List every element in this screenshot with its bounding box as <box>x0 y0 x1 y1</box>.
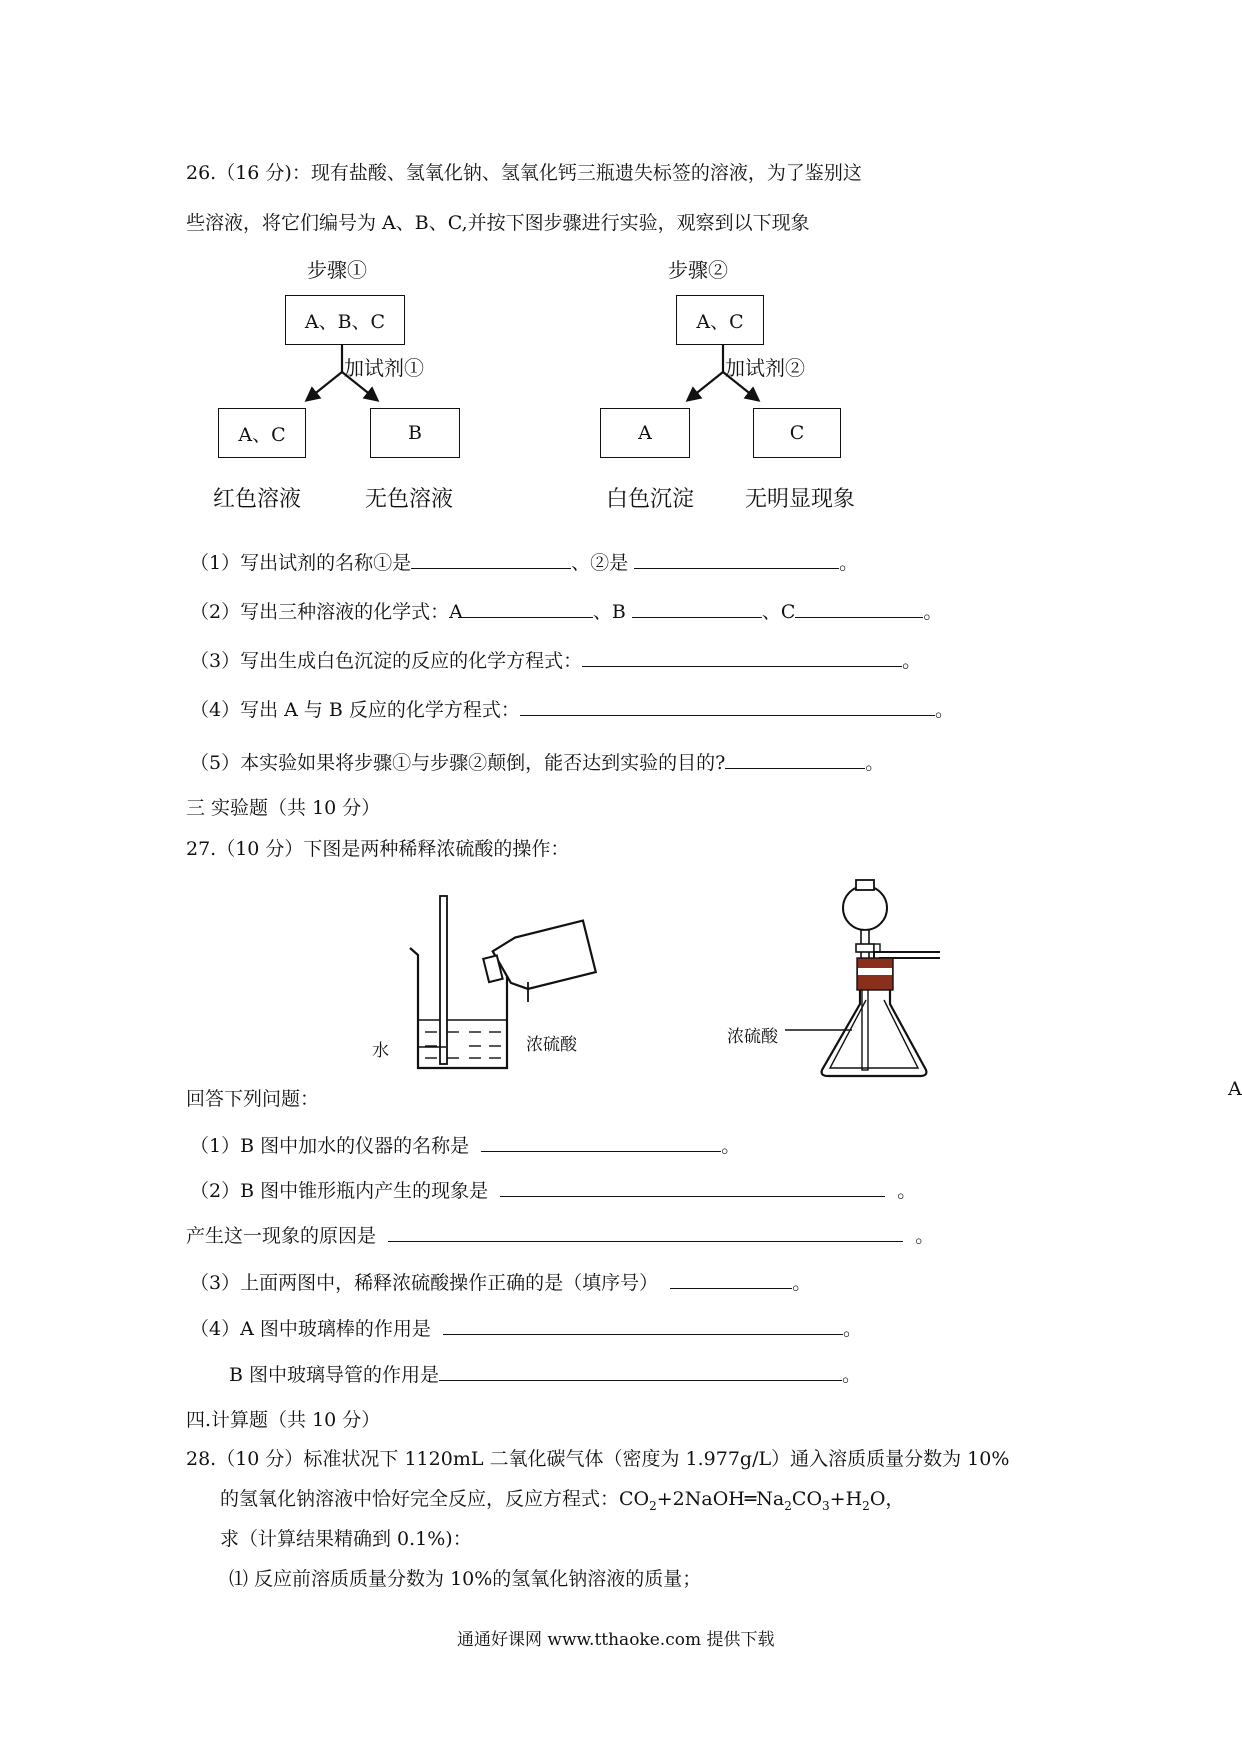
figure-b-acid-label: 浓硫酸 <box>727 1027 778 1047</box>
q27-sub4a: （4）A 图中玻璃棒的作用是 。 <box>190 1318 862 1340</box>
answer-blank-27-3[interactable] <box>670 1270 792 1289</box>
q26-sub4: （4）写出 A 与 B 反应的化学方程式： 。 <box>190 699 954 721</box>
step1-right-result: 无色溶液 <box>365 487 454 512</box>
q28-line3: 求（计算结果精确到 0.1%)： <box>220 1528 472 1550</box>
q26-line1: 26.（16 分)：现有盐酸、氢氧化钠、氢氧化钙三瓶遗失标签的溶液，为了鉴别这 <box>186 162 862 184</box>
q28-line2: 的氢氧化钠溶液中恰好完全反应，反应方程式：$CO_2+2NaOH═Na_2CO_3+H_2O$， <box>220 1488 905 1513</box>
answer-blank-27-4a[interactable] <box>443 1316 843 1335</box>
q26-sub1: （1）写出试剂的名称①是 、②是 。 <box>190 552 859 574</box>
edge-letter: A <box>1228 1078 1242 1100</box>
answer-blank-27-2[interactable] <box>500 1178 885 1197</box>
q27-sub2-reason: 产生这一现象的原因是 。 <box>186 1225 935 1247</box>
q28-sub1: ⑴ 反应前溶质质量分数为 10%的氢氧化钠溶液的质量； <box>229 1568 702 1590</box>
q27-sub4b: B 图中玻璃导管的作用是 。 <box>229 1364 862 1386</box>
section3-heading: 三 实验题（共 10 分） <box>186 797 381 819</box>
step2-right-result: 无明显现象 <box>745 487 856 512</box>
answer-blank-27-1[interactable] <box>481 1133 721 1152</box>
q26-line2: 些溶液，将它们编号为 A、B、C,并按下图步骤进行实验，观察到以下现象 <box>186 212 810 234</box>
answer-blank-27-reason[interactable] <box>388 1223 903 1242</box>
q26-sub2: （2）写出三种溶液的化学式：A 、B 、C 。 <box>190 601 943 623</box>
step1-title: 步骤① <box>307 258 367 282</box>
q27-sub2: （2）B 图中锥形瓶内产生的现象是 。 <box>190 1180 917 1202</box>
step2-reagent: 加试剂② <box>725 356 805 380</box>
step1-right-box: B <box>370 408 460 458</box>
section4-heading: 四.计算题（共 10 分） <box>186 1409 381 1431</box>
answer-blank-27-4b[interactable] <box>439 1362 842 1381</box>
step1-top-box: A、B、C <box>285 295 405 345</box>
step1-reagent: 加试剂① <box>344 356 424 380</box>
step2-title: 步骤② <box>668 258 728 282</box>
step2-left-box: A <box>600 408 690 458</box>
figure-a-water-label: 水 <box>372 1041 389 1061</box>
figure-a-acid-label: 浓硫酸 <box>526 1035 577 1055</box>
q27-sub1: （1）B 图中加水的仪器的名称是 。 <box>190 1135 741 1157</box>
step2-right-box: C <box>753 408 841 458</box>
q26-sub5: （5）本实验如果将步骤①与步骤②颠倒，能否达到实验的目的? 。 <box>190 752 885 774</box>
q26-sub3: （3）写出生成白色沉淀的反应的化学方程式： 。 <box>190 650 922 672</box>
q27-intro: 27.（10 分）下图是两种稀释浓硫酸的操作： <box>186 838 570 860</box>
step1-left-result: 红色溶液 <box>213 487 302 512</box>
step2-left-result: 白色沉淀 <box>606 487 695 512</box>
step2-top-box: A、C <box>676 295 764 345</box>
step1-left-box: A、C <box>218 408 306 458</box>
page-footer: 通通好课网 www.tthaoke.com 提供下载 <box>457 1630 775 1650</box>
q27-sub3: （3）上面两图中，稀释浓硫酸操作正确的是（填序号） 。 <box>190 1272 812 1294</box>
q27-answer-prompt: 回答下列问题： <box>186 1088 320 1110</box>
q28-line1: 28.（10 分）标准状况下 1120mL 二氧化碳气体（密度为 1.977g/L）通入溶质质量分数为 10% <box>186 1448 1010 1470</box>
